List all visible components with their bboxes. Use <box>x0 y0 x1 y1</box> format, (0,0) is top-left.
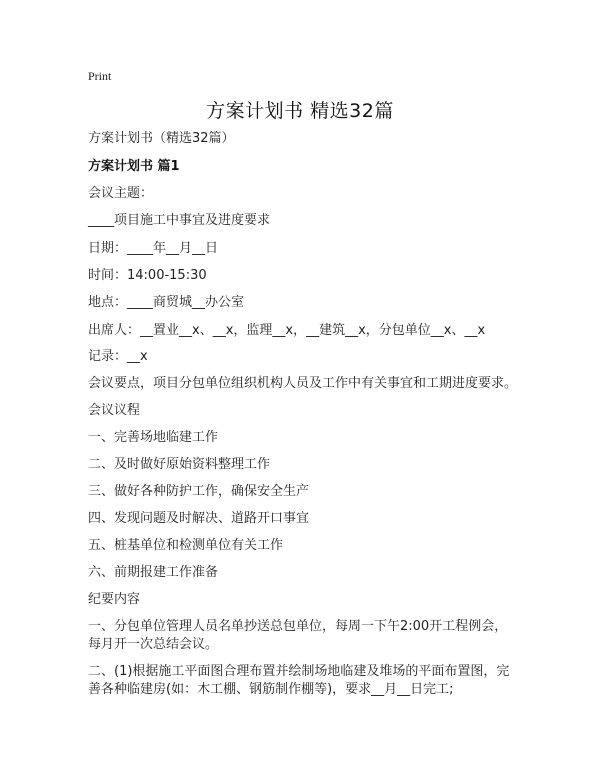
meeting-attendees: 出席人：__置业__x、__x，监理__x，__建筑__x，分包单位__x、__x <box>88 323 486 338</box>
minutes-heading: 纪要内容 <box>88 592 141 607</box>
agenda-item: 一、完善场地临建工作 <box>88 430 219 445</box>
print-link[interactable]: Print <box>88 69 112 83</box>
minutes-paragraph: 二、(1)根据施工平面图合理布置并绘制场地临建及堆场的平面布置图，完善各种临建房(如：木工棚、钢筋制作棚等)，要求__月__日完工; <box>88 664 510 697</box>
minutes-paragraph: 一、分包单位管理人员名单抄送总包单位，每周一下午2:00开工程例会，每月开一次总结会议。 <box>88 619 508 652</box>
agenda-item: 二、及时做好原始资料整理工作 <box>88 457 271 472</box>
agenda-item: 四、发现问题及时解决、道路开口事宜 <box>88 511 310 526</box>
meeting-time: 时间：14:00-15:30 <box>88 268 207 283</box>
meeting-location: 地点：____商贸城__办公室 <box>88 295 245 310</box>
section-heading: 方案计划书 篇1 <box>88 159 180 174</box>
meeting-topic-value: ____项目施工中事宜及进度要求 <box>88 213 271 228</box>
document-subtitle: 方案计划书（精选32篇） <box>88 131 235 146</box>
agenda-item: 三、做好各种防护工作，确保安全生产 <box>88 484 310 499</box>
meeting-recorder: 记录：__x <box>88 349 148 364</box>
meeting-key-points: 会议要点，项目分包单位组织机构人员及工作中有关事宜和工期进度要求。 <box>88 376 518 391</box>
meeting-topic-label: 会议主题： <box>88 186 154 201</box>
agenda-heading: 会议议程 <box>88 403 141 418</box>
agenda-item: 六、前期报建工作准备 <box>88 565 219 580</box>
document-title: 方案计划书 精选32篇 <box>206 100 394 122</box>
meeting-date: 日期：____年__月__日 <box>88 241 219 256</box>
agenda-item: 五、桩基单位和检测单位有关工作 <box>88 538 284 553</box>
